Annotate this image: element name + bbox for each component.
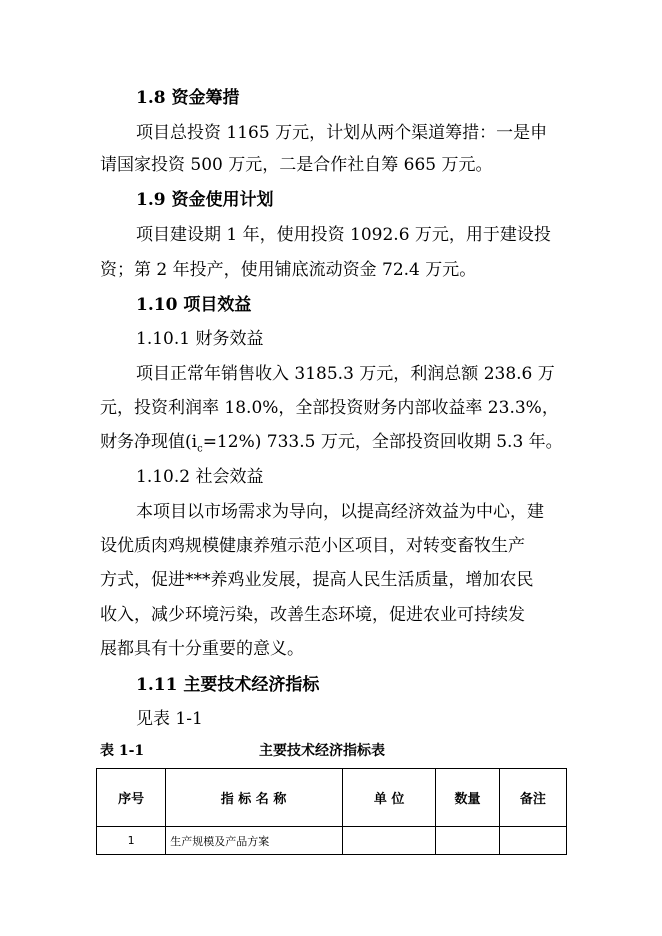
header-remarks: 备注 [499, 769, 566, 827]
paragraph-line [100, 427, 563, 454]
header-unit: 单 位 [342, 769, 435, 827]
header-quantity: 数量 [436, 769, 499, 827]
paragraph-line: 见表 1-1 [136, 709, 203, 729]
cell-remarks [499, 827, 566, 855]
header-indicator-name: 指 标 名 称 [166, 769, 343, 827]
section-1-11-title: 1.11 主要技术经济指标 [136, 675, 320, 695]
subsection-1-10-1-title: 1.10.1 财务效益 [136, 329, 264, 349]
section-1-9-title: 1.9 资金使用计划 [136, 190, 274, 210]
section-1-10-title: 1.10 项目效益 [136, 295, 252, 315]
paragraph-line: 项目建设期 1 年，使用投资 1092.6 万元，用于建设投 [136, 225, 551, 245]
subsection-1-10-2-title: 1.10.2 社会效益 [136, 467, 264, 487]
cell-index: 1 [97, 827, 166, 855]
paragraph-line: 元，投资利润率 18.0%，全部投资财务内部收益率 23.3%， [100, 398, 559, 418]
paragraph-line: 请国家投资 500 万元，二是合作社自筹 665 万元。 [100, 155, 493, 175]
cell-quantity [436, 827, 499, 855]
paragraph-line: 本项目以市场需求为导向，以提高经济效益为中心，建 [136, 502, 544, 522]
paragraph-line: 展都具有十分重要的意义。 [100, 639, 304, 659]
npv-text-a: 财务净现值(i [100, 432, 198, 452]
paragraph-line: 收入，减少环境污染，改善生态环境，促进农业可持续发 [100, 605, 525, 625]
paragraph-line: 资；第 2 年投产，使用铺底流动资金 72.4 万元。 [100, 260, 477, 280]
table-caption: 主要技术经济指标表 [259, 743, 385, 759]
table-header-row [97, 769, 567, 827]
paragraph-line: 项目总投资 1165 万元，计划从两个渠道筹措：一是申 [136, 123, 548, 143]
cell-unit [342, 827, 435, 855]
cell-indicator-name: 生产规模及产品方案 [166, 827, 343, 855]
paragraph-line: 项目正常年销售收入 3185.3 万元，利润总额 238.6 万 [136, 364, 555, 384]
indicators-table [96, 768, 567, 855]
header-index: 序号 [97, 769, 166, 827]
paragraph-line: 设优质肉鸡规模健康养殖示范小区项目，对转变畜牧生产 [100, 536, 525, 556]
section-1-8-title: 1.8 资金筹措 [136, 88, 240, 108]
npv-subscript: c [197, 443, 203, 455]
table-label: 表 1-1 [100, 743, 145, 759]
paragraph-line: 方式，促进***养鸡业发展，提高人民生活质量，增加农民 [100, 570, 534, 590]
table-row [97, 827, 567, 855]
npv-text-b: =12%) 733.5 万元，全部投资回收期 5.3 年。 [202, 432, 563, 452]
